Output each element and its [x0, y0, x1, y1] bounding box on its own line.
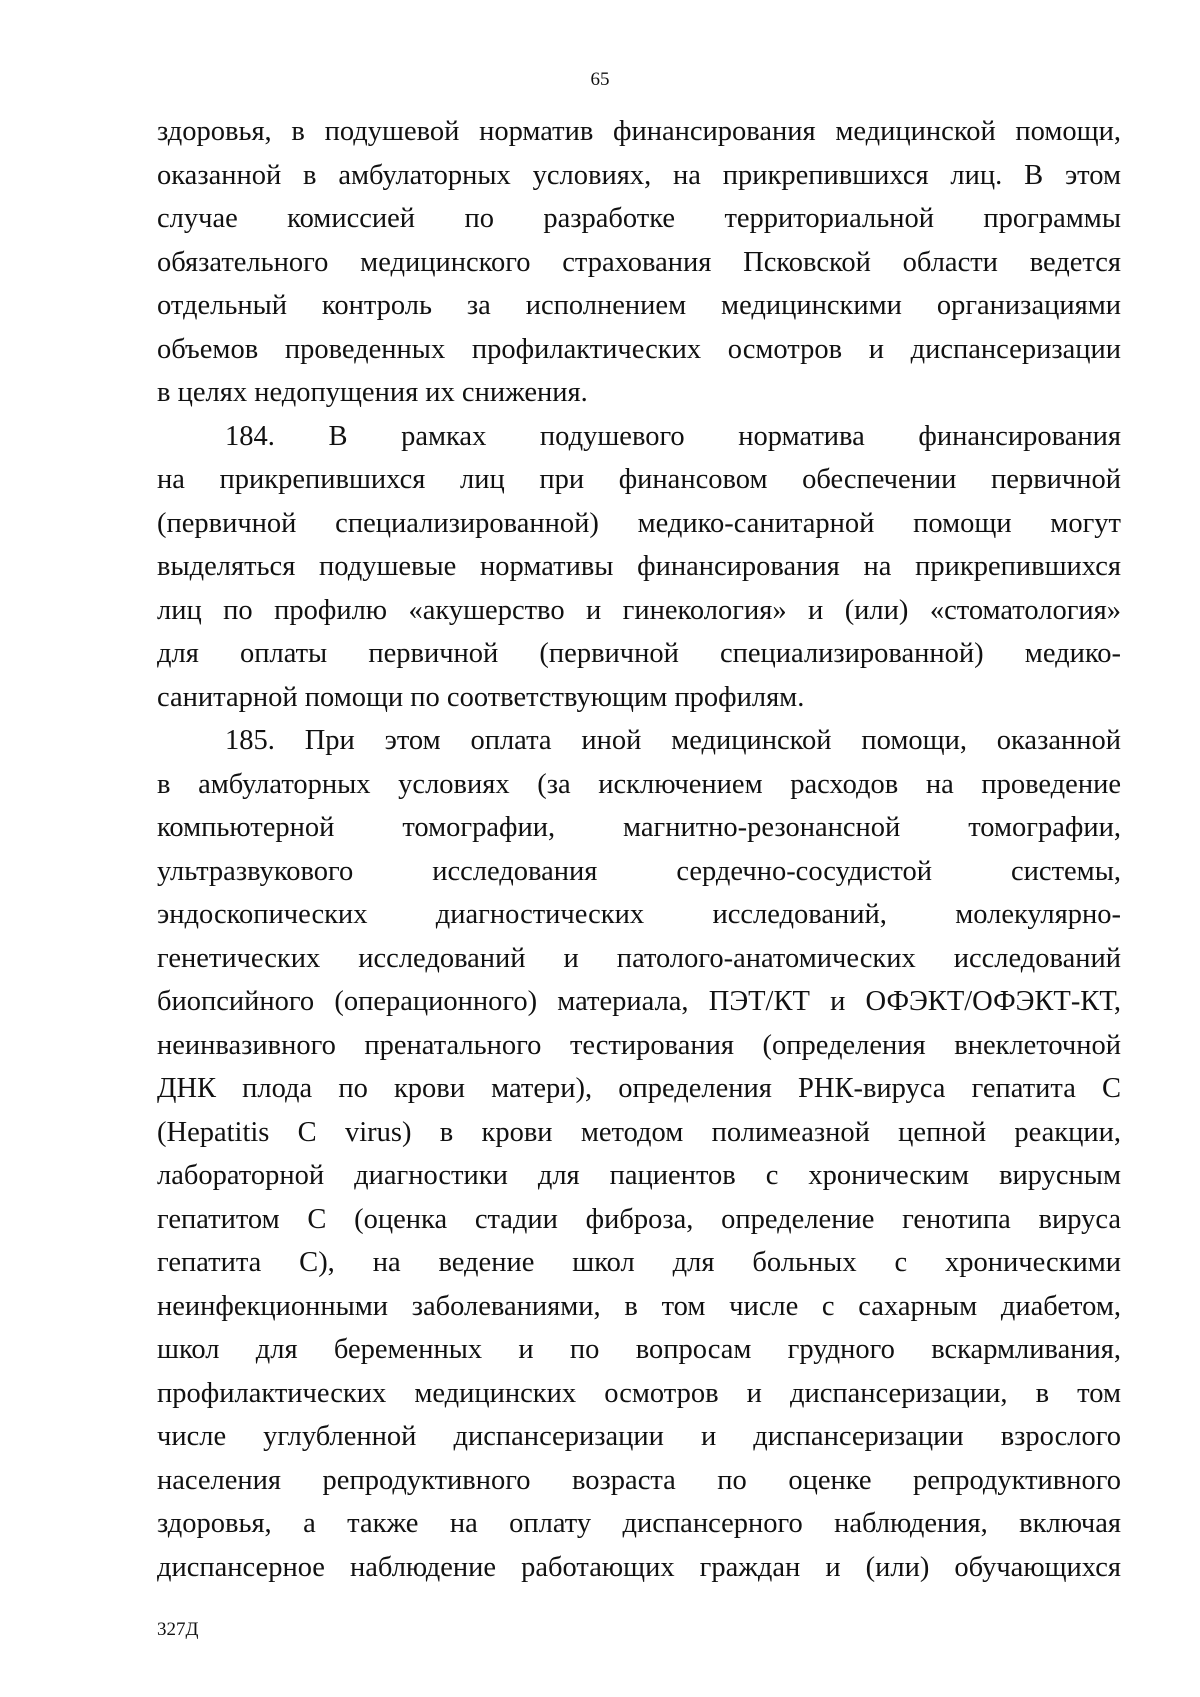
text-line: оказанной в амбулаторных условиях, на прикрепившихся лиц. В этом [157, 159, 1121, 191]
text-line: в целях недопущения их снижения. [157, 377, 588, 408]
text-line: компьютерной томографии, магнитно-резонансной томографии, [157, 812, 1121, 843]
text-line: неинвазивного пренатального тестирования (определения внеклеточной [157, 1029, 1121, 1061]
text-line: лиц по профилю «акушерство и гинекология» и (или) «стоматология» [157, 594, 1121, 626]
text-line: (Hepatitis C virus) в крови методом полимеазной цепной реакции, [157, 1116, 1121, 1148]
document-code: 327Д [157, 1619, 199, 1640]
text-line: обязательного медицинского страхования Псковской области ведется [157, 246, 1121, 278]
text-line: для оплаты первичной (первичной специализированной) медико- [157, 638, 1121, 669]
text-line: ДНК плода по крови матери), определения РНК-вируса гепатита С [157, 1073, 1121, 1104]
text-line: случае комиссией по разработке территориальной программы [157, 203, 1121, 234]
text-line: здоровья, в подушевой норматив финансирования медицинской помощи, [157, 116, 1121, 147]
text-line: гепатитом С (оценка стадии фиброза, определение генотипа вируса [157, 1203, 1121, 1235]
text-line: санитарной помощи по соответствующим профилям. [157, 681, 805, 713]
text-line: (первичной специализированной) медико-санитарной помощи могут [157, 507, 1121, 539]
text-line: числе углубленной диспансеризации и диспансеризации взрослого [157, 1421, 1121, 1452]
text-line: здоровья, а также на оплату диспансерного наблюдения, включая [157, 1508, 1121, 1539]
text-line: в амбулаторных условиях (за исключением расходов на проведение [157, 768, 1121, 800]
text-line: гепатита С), на ведение школ для больных с хроническими [157, 1247, 1121, 1278]
text-line: объемов проведенных профилактических осмотров и диспансеризации [157, 333, 1121, 365]
text-line: диспансерное наблюдение работающих граждан и (или) обучающихся [157, 1551, 1121, 1583]
text-line: населения репродуктивного возраста по оценке репродуктивного [157, 1464, 1121, 1496]
text-line: отдельный контроль за исполнением медицинскими организациями [157, 290, 1121, 321]
document-text [157, 110, 1121, 1589]
text-line: эндоскопических диагностических исследований, молекулярно- [157, 899, 1121, 930]
page-number: 65 [590, 69, 610, 90]
text-line: лабораторной диагностики для пациентов с хроническим вирусным [157, 1160, 1121, 1191]
text-line: на прикрепившихся лиц при финансовом обеспечении первичной [157, 464, 1121, 495]
text-line: генетических исследований и патолого-анатомических исследований [157, 942, 1121, 974]
text-line: ультразвукового исследования сердечно-сосудистой системы, [157, 855, 1121, 887]
text-line: биопсийного (операционного) материала, ПЭТ/КТ и ОФЭКТ/ОФЭКТ-КТ, [157, 986, 1121, 1017]
paragraph-185-start: 185. При этом оплата иной медицинской помощи, оказанной [225, 725, 1121, 756]
paragraph-184-start: 184. В рамках подушевого норматива финансирования [225, 420, 1121, 452]
text-line: школ для беременных и по вопросам грудного вскармливания, [157, 1334, 1121, 1365]
text-line: неинфекционными заболеваниями, в том числе с сахарным диабетом, [157, 1290, 1121, 1322]
text-line: профилактических медицинских осмотров и диспансеризации, в том [157, 1377, 1121, 1409]
text-line: выделяться подушевые нормативы финансирования на прикрепившихся [157, 551, 1121, 582]
